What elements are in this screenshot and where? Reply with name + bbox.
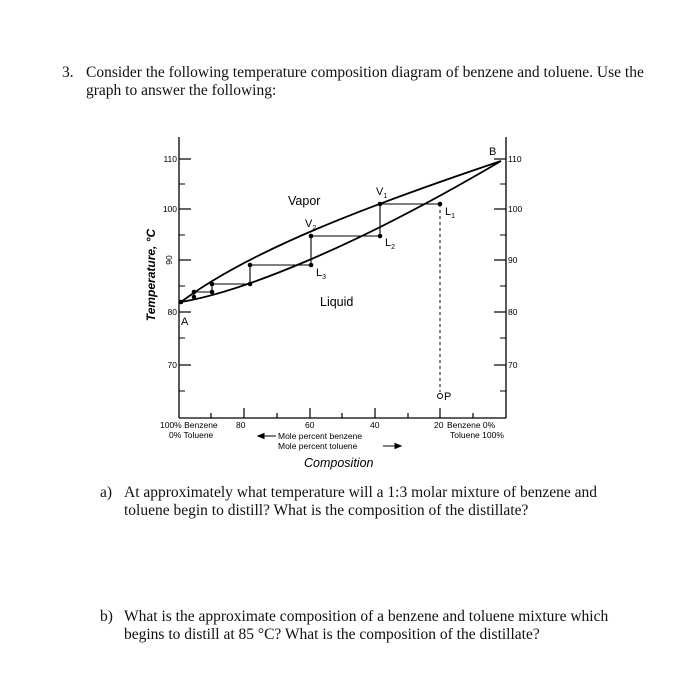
left-tick-80: 80 (167, 307, 177, 317)
right-end-label-2: Toluene 100% (450, 430, 504, 440)
bottom-ticks (211, 408, 473, 418)
left-tick-labels (163, 154, 177, 370)
l2-label: $L_2$ (385, 237, 396, 251)
right-end-label-1: Benzene 0% (447, 420, 496, 430)
part-b-text: What is the approximate composition of a benzene and toluene mixture which begins to distill at 85 °C? What is the composition of the distillate? (124, 608, 609, 643)
question-text: Consider the following temperature composition diagram of benzene and toluene. Use the graph to answer the following: (86, 64, 644, 99)
right-tick-90: 90 (508, 255, 518, 265)
point-p-marker (438, 394, 443, 399)
region-labels (288, 194, 353, 309)
left-major-ticks (179, 159, 191, 365)
v2-label: $V_2$ (305, 218, 317, 232)
right-tick-110: 110 (508, 154, 522, 164)
point-p-label: P (444, 391, 452, 403)
part-b-label: b) (100, 608, 113, 625)
liquid-curve (181, 161, 501, 302)
right-minor-ticks (500, 184, 506, 391)
bottom-tick-20: 20 (434, 420, 444, 430)
right-major-ticks (494, 159, 506, 365)
left-tick-90: 90 (164, 255, 174, 265)
left-end-label-2: 0% Toluene (169, 430, 214, 440)
bottom-labels (160, 420, 504, 451)
vapor-curve (181, 161, 501, 302)
left-tick-70: 70 (167, 360, 177, 370)
bottom-tick-60: 60 (305, 420, 315, 430)
l3-label: $L_3$ (316, 267, 327, 281)
l1-label: $L_1$ (445, 206, 456, 220)
y-axis-label: Temperature, °C (144, 228, 158, 322)
left-tick-110: 110 (163, 154, 177, 164)
question-number: 3. (62, 64, 74, 81)
point-b-label: B (489, 146, 497, 158)
right-tick-80: 80 (508, 307, 518, 317)
bottom-tick-40: 40 (370, 420, 380, 430)
left-tick-100: 100 (162, 204, 177, 214)
axis-caption-benzene: Mole percent benzene (278, 431, 363, 441)
left-minor-ticks (179, 184, 185, 391)
tie-lines (194, 204, 440, 297)
bottom-tick-80: 80 (236, 420, 246, 430)
axis-caption-toluene: Mole percent toluene (278, 441, 358, 451)
vapor-region-label: Vapor (288, 194, 321, 208)
liquid-region-label: Liquid (320, 295, 354, 309)
right-tick-70: 70 (508, 360, 518, 370)
point-a-label: A (181, 316, 189, 328)
point-labels (181, 146, 496, 403)
right-tick-100: 100 (508, 204, 523, 214)
left-end-label-1: 100% Benzene (160, 420, 218, 430)
axis-title-composition: Composition (304, 456, 374, 470)
v1-label: $V_1$ (376, 186, 388, 200)
part-a-text: At approximately what temperature will a 1:3 molar mixture of benzene and toluene begin to distill? What is the composition of the distillate? (124, 484, 598, 519)
right-tick-labels (508, 154, 522, 370)
part-a-label: a) (100, 484, 113, 501)
